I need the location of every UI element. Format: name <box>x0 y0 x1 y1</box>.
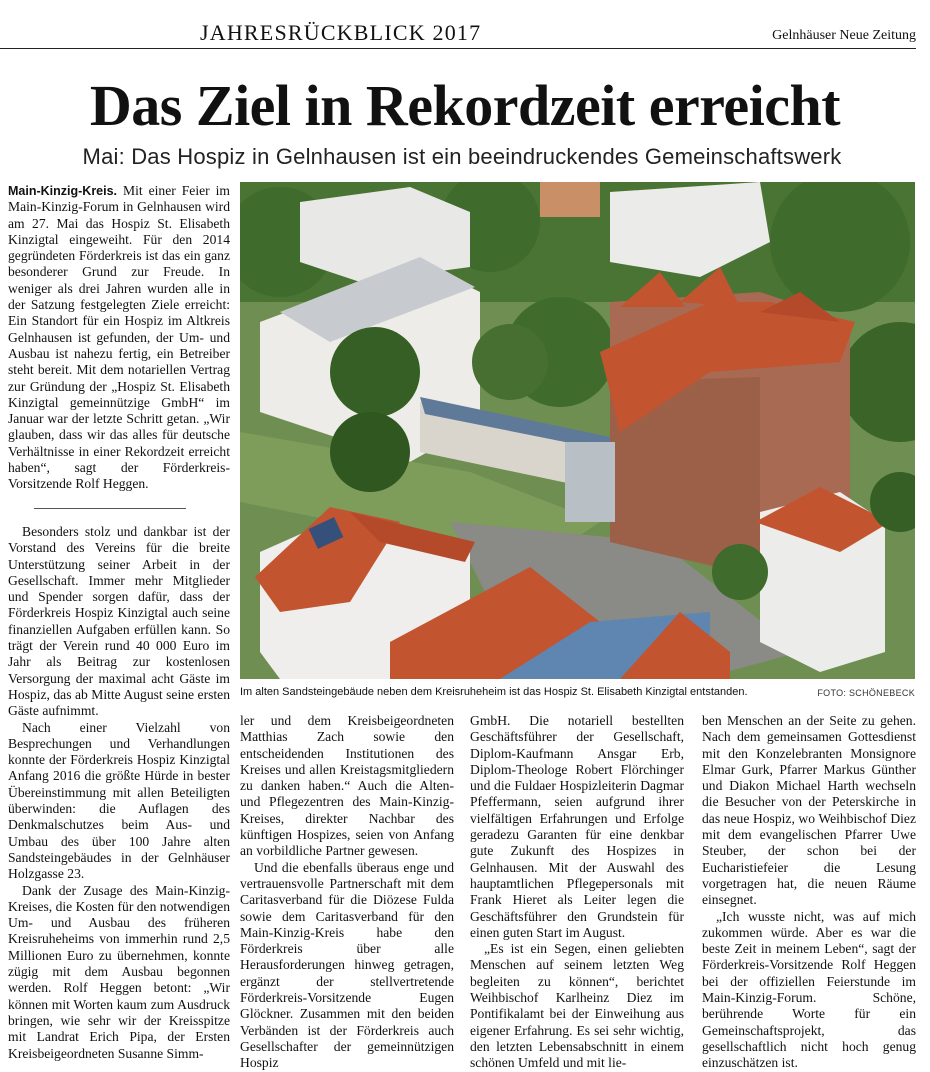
section-title: JAHRESRÜCKBLICK 2017 <box>200 20 482 45</box>
paragraph: Und die ebenfalls überaus enge und vertrauensvolle Partnerschaft mit dem Caritasverband für die Diözese Fulda sowie dem Caritasverband für den Main-Kinzig-Kreis habe den Förderkreis über alle Herausforderungen hinweg getragen, ergänzt der stellvertretende Förderkreis-Vorsitzende Eugen Glöckner. Zusammen mit den beiden Verbänden ist der Förderkreis auch Gesellschafter der gemeinnützigen Hospiz <box>240 859 454 1071</box>
column-divider <box>34 508 186 509</box>
column-1-top <box>8 183 230 493</box>
lead-text: Mit einer Feier im Main-Kinzig-Forum in Gelnhausen wird am 27. Mai das Hospiz St. Elisabeth Kinzigtal eingeweiht. Für den 2014 gegründeten Förderkreis ist das ein ganz besonderer Grund zur Freude. In weniger als drei Jahren wurden alle in der Satzung festgelegten Ziele erreicht: Ein Standort für ein Hospiz im Altkreis Gelnhausen ist gefunden, der Um- und Ausbau ist nahezu fertig, ein Betreiber steht bereit. Mit dem notariellen Vertrag zur Gründung der „Hospiz St. Elisabeth Kinzigtal gemeinnützige GmbH“ im Januar war der letzte Schritt getan. „Wir glauben, dass wir das alles für deutsche Verhältnisse in einer Rekordzeit erreicht haben“, sagt der Förderkreis-Vorsitzende Rolf Heggen. <box>8 183 230 492</box>
paragraph: Dank der Zusage des Main-Kinzig-Kreises, die Kosten für den notwendigen Um- und Ausbau des früheren Kreisruheheims von immerhin rund 2,5 Millionen Euro zu übernehmen, konnte zügig mit dem Ausbau begonnen werden. Rolf Heggen betont: „Wir können mit Worten kaum zum Ausdruck bringen, wie sehr wir der Kreisspitze mit Landrat Erich Pipa, der Ersten Kreisbeigeordneten Susanne Simm- <box>8 882 230 1061</box>
article-photo <box>240 182 915 679</box>
column-3 <box>470 713 684 1072</box>
page-header <box>0 18 916 49</box>
paragraph: Nach einer Vielzahl von Besprechungen und Verhandlungen konnte der Förderkreis Hospiz Kinzigtal Anfang 2016 die größte Hürde in bester Übereinstimmung mit allen Beteiligten überwinden: die Auflagen des Denkmalschutzes beim Aus- und Umbau des über 100 Jahre alten Sandsteingebäudes in der Gelnhäuser Holzgasse 23. <box>8 719 230 882</box>
paragraph: ben Menschen an der Seite zu gehen. Nach dem gemeinsamen Gottesdienst mit den Konzelebranten Monsignore Elmar Gurk, Pfarrer Markus Günther und Diakon Michael Harth wechseln die Besucher von der Peterskirche in das neue Hospiz, wo Weihbischof Diez mit dem evangelischen Pfarrer Uwe Steuber, der schon bei der Eucharistiefeier die Lesung vorgetragen hat, die neuen Räume einsegnet. <box>702 713 916 908</box>
column-4 <box>702 713 916 1072</box>
paragraph: Besonders stolz und dankbar ist der Vorstand des Vereins für die breite Unterstützung seiner Arbeit in der Gesellschaft. Immer mehr Mitglieder und Spender sorgen dafür, dass der Förderkreis Hospiz Kinzigtal auch seine finanziellen Aufgaben erfüllen kann. So trägt der Verein rund 40 000 Euro im Jahr als Beitrag zur kostenlosen Versorgung der maximal acht Gäste im Hospiz, das ab Mitte August seine ersten Gäste aufnimmt. <box>8 524 230 719</box>
paragraph: ler und dem Kreisbeigeordneten Matthias Zach sowie den entscheidenden Institutionen des Kreises und allen Kreistagsmitgliedern zu danken haben.“ Auch die Alten- und Pflegezentren des Main-Kinzig-Kreises, direkter Nachbar des künftigen Hospizes, seien von Anfang an vorbildliche Partner gewesen. <box>240 713 454 859</box>
column-2 <box>240 713 454 1072</box>
photo-caption: Im alten Sandsteingebäude neben dem Kreisruheheim ist das Hospiz St. Elisabeth Kinzigtal entstanden. <box>240 686 748 698</box>
lead-paragraph <box>8 183 230 493</box>
newspaper-name: Gelnhäuser Neue Zeitung <box>772 28 916 43</box>
paragraph: GmbH. Die notariell bestellten Geschäftsführer der Gesellschaft, Diplom-Kaufmann Ansgar Erb, Diplom-Theologe Robert Flörchinger und die Fuldaer Hospizleiterin Dagmar Pfeffermann, seien aufgrund ihrer vielfältigen Erfahrungen und Erfolge geradezu Garanten für eine denkbar gute Zukunft des Hospizes in Gelnhausen. Mit der Auswahl des hauptamtlichen Pflegepersonals mit Frank Hieret als Leiter legen die Geschäftsführer den Grundstein für einen guten Start im August. <box>470 713 684 940</box>
paragraph: „Ich wusste nicht, was auf mich zukommen würde. Aber es war die beste Zeit in meinem Leben“, sagt der Förderkreis-Vorsitzende Rolf Heggen bei der offiziellen Feierstunde im Main-Kinzig-Forum. Schöne, berührende Worte für ein Gemeinschaftsprojekt, das gesellschaftlich nicht hoch genug einzuschätzen ist. <box>702 908 916 1071</box>
subheadline: Mai: Das Hospiz in Gelnhausen ist ein beeindruckendes Gemeinschaftswerk <box>82 144 842 169</box>
hospiz-aerial-illustration <box>240 182 915 679</box>
headline: Das Ziel in Rekordzeit erreicht <box>89 73 841 138</box>
dateline: Main-Kinzig-Kreis. <box>8 184 118 198</box>
paragraph: „Es ist ein Segen, einen geliebten Menschen auf seinem letzten Weg begleiten zu können“, berichtet Weihbischof Karlheinz Diez im Pontifikalamt bei der Einweihung aus eigener Erfahrung. Es sei sehr wichtig, den letzten Lebensabschnitt in einem schönen Umfeld und mit lie- <box>470 941 684 1071</box>
column-1-bottom <box>8 524 230 1062</box>
photo-credit: FOTO: SCHÖNEBECK <box>817 688 915 698</box>
